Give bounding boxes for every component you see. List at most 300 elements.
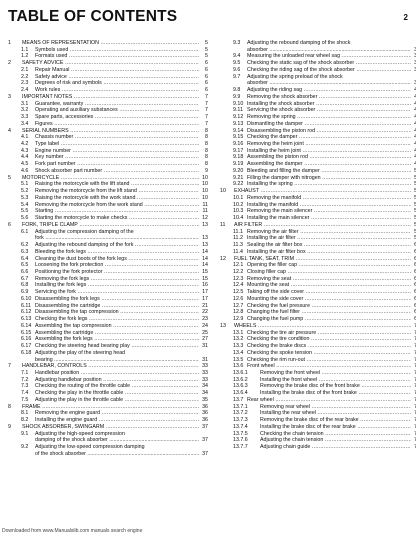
toc-entry-title: Raising the motorcycle with the work stand ..... — [35, 195, 199, 202]
toc-entry-page: 23 — [202, 316, 208, 323]
toc-entry[interactable] — [8, 148, 208, 155]
toc-entry-number: 13.7.1 — [233, 403, 248, 410]
toc-entry[interactable] — [8, 114, 208, 121]
toc-entry[interactable] — [8, 181, 208, 188]
toc-entry[interactable] — [8, 256, 208, 263]
toc-entry-title: Changing the fuel pump ..... — [247, 316, 411, 323]
toc-entry-title: Adjusting the riding sag ..... — [247, 87, 411, 94]
toc-entry[interactable] — [8, 175, 208, 182]
toc-entry[interactable] — [220, 330, 416, 337]
toc-entry[interactable] — [220, 87, 416, 94]
toc-entry-page: 5 — [205, 53, 208, 60]
toc-entry-title: Guarantee, warranty ..... — [35, 101, 199, 108]
toc-entry-page — [411, 350, 416, 357]
toc-entry[interactable] — [220, 363, 416, 370]
toc-entry-page: 14 — [202, 255, 208, 262]
toc-entry[interactable] — [8, 323, 208, 330]
toc-entry-number: 8.1 — [21, 410, 29, 417]
toc-entry-page — [411, 215, 416, 222]
toc-entry-page — [411, 128, 416, 135]
toc-entry-page — [411, 148, 416, 155]
toc-entry-title: Checking the fuel pressure ..... — [247, 303, 411, 310]
toc-entry-title: Checking the fork legs ..... — [35, 316, 199, 323]
toc-entry-number: 13.6.3 — [233, 383, 248, 390]
toc-entry-title: Sealing the air filter box ..... — [247, 242, 411, 249]
toc-entry-title: Symbols used ..... — [35, 47, 199, 54]
toc-entry-title: Shock absorber part number ..... — [35, 168, 199, 175]
toc-entry-number: 13.6.1 — [233, 369, 248, 376]
toc-entry[interactable] — [8, 330, 208, 337]
toc-entry[interactable] — [220, 60, 416, 67]
toc-entry[interactable] — [8, 222, 208, 229]
toc-entry[interactable] — [8, 390, 208, 397]
toc-entry[interactable] — [220, 417, 416, 424]
toc-entry[interactable] — [8, 195, 208, 202]
toc-entry-page — [411, 256, 416, 263]
toc-entry-title: Closing filler cap ..... — [247, 269, 411, 276]
toc-entry-title: Mounting the side cover ..... — [247, 296, 411, 303]
toc-entry[interactable] — [8, 303, 208, 310]
toc-entry-number: 2.2 — [21, 73, 29, 80]
toc-entry[interactable] — [220, 370, 416, 377]
toc-entry-page: 16 — [202, 282, 208, 289]
toc-entry[interactable] — [220, 40, 416, 53]
toc-entry-number: 6.15 — [21, 329, 32, 336]
toc-entry[interactable] — [8, 215, 208, 222]
toc-entry[interactable] — [8, 53, 208, 60]
toc-entry-number: 9.20 — [233, 167, 244, 174]
toc-entry[interactable] — [8, 296, 208, 303]
toc-entry-number: 6.9 — [21, 289, 29, 296]
toc-entry[interactable] — [8, 262, 208, 269]
toc-entry-number: 10.4 — [233, 215, 244, 222]
toc-entry[interactable] — [8, 154, 208, 161]
toc-entry[interactable] — [220, 229, 416, 236]
toc-entry-title: Installing the brake disc of the front brake ..... — [260, 390, 411, 397]
toc-entry[interactable] — [220, 242, 416, 249]
toc-entry[interactable] — [220, 316, 416, 323]
toc-entry[interactable] — [220, 188, 416, 195]
toc-entry-title: Checking the chain tension ..... — [260, 431, 411, 438]
toc-entry[interactable] — [220, 276, 416, 283]
toc-entry[interactable] — [220, 410, 416, 417]
toc-entry[interactable] — [8, 80, 208, 87]
toc-entry-number: 11.1 — [233, 228, 243, 235]
toc-entry[interactable] — [8, 47, 208, 54]
toc-entry-title: Checking the routing of the throttle cable ..... — [35, 383, 199, 390]
toc-entry-page — [411, 161, 416, 168]
toc-entry-page — [411, 424, 416, 431]
toc-entry[interactable] — [220, 161, 416, 168]
toc-entry-title: Checking the rim run-out ..... — [247, 357, 411, 364]
toc-entry[interactable] — [8, 60, 208, 67]
toc-entry[interactable] — [8, 343, 208, 350]
toc-entry-number: 9.15 — [233, 134, 244, 141]
toc-entry[interactable] — [220, 141, 416, 148]
toc-entry-number: 11.3 — [233, 242, 243, 249]
toc-entry-title-line2: absorber ..... — [247, 47, 411, 53]
toc-entry-page — [411, 282, 416, 289]
toc-entry[interactable] — [220, 208, 416, 215]
toc-entry[interactable] — [220, 343, 416, 350]
toc-entry-title: Installing the spring ..... — [247, 181, 411, 188]
toc-entry-page: 13 — [202, 221, 208, 228]
toc-entry-title: Removing the main silencer ..... — [247, 208, 411, 215]
toc-entry-title: Installing the air filter box ..... — [247, 249, 411, 256]
toc-entry[interactable] — [220, 235, 416, 242]
toc-entry[interactable] — [220, 74, 416, 87]
toc-entry-number: 9.7 — [233, 73, 241, 80]
toc-entry-number: 13.6.2 — [233, 376, 248, 383]
toc-entry-title: Opening the filler cap ..... — [247, 262, 411, 269]
toc-entry-title: EXHAUST ..... — [234, 188, 411, 195]
toc-entry-title — [35, 431, 199, 444]
toc-entry-title: Figures ..... — [35, 121, 199, 128]
toc-entry-title: Checking the brake discs ..... — [247, 343, 411, 350]
toc-entry-title: Removing the engine guard ..... — [35, 410, 199, 417]
toc-entry[interactable] — [220, 397, 416, 404]
toc-entry[interactable] — [8, 161, 208, 168]
toc-entry-title: FRAME ..... — [22, 404, 199, 411]
toc-entry-page: 22 — [202, 309, 208, 316]
toc-entry-title: Disassembling the piston rod ..... — [247, 128, 411, 135]
toc-entry[interactable] — [220, 437, 416, 444]
toc-entry[interactable] — [8, 350, 208, 363]
toc-entry-page — [411, 330, 416, 337]
toc-entry[interactable] — [220, 148, 416, 155]
toc-entry[interactable] — [220, 215, 416, 222]
toc-entry[interactable] — [8, 276, 208, 283]
toc-entry[interactable] — [220, 202, 416, 209]
toc-entry-title-line1: Adjusting the spring preload of the shock — [247, 73, 343, 80]
toc-entry[interactable] — [8, 269, 208, 276]
toc-entry-number: 5.2 — [21, 188, 29, 195]
toc-entry-page — [411, 229, 416, 236]
toc-entry[interactable] — [220, 249, 416, 256]
toc-entry[interactable] — [220, 154, 416, 161]
toc-entry[interactable] — [220, 444, 416, 451]
toc-entry-page: 10 — [202, 181, 208, 188]
toc-entry-page — [411, 53, 416, 60]
toc-entry[interactable] — [220, 175, 416, 182]
toc-entry[interactable] — [220, 262, 416, 269]
toc-entry[interactable] — [8, 208, 208, 215]
toc-entry[interactable] — [220, 168, 416, 175]
toc-entry[interactable] — [220, 303, 416, 310]
toc-entry-page — [411, 222, 416, 229]
toc-entry[interactable] — [8, 107, 208, 114]
toc-entry-page — [411, 323, 416, 330]
toc-entry[interactable] — [8, 128, 208, 135]
toc-entry-number: 9.10 — [233, 100, 244, 107]
toc-entry[interactable] — [220, 269, 416, 276]
toc-entry-number: 6.2 — [21, 242, 29, 249]
toc-entry-title: Removing the spring ..... — [247, 114, 411, 121]
toc-entry-page — [411, 181, 416, 188]
toc-entry-title: Bleeding and filling the damper ..... — [247, 168, 411, 175]
toc-entry-page — [411, 67, 416, 74]
toc-entry[interactable] — [8, 87, 208, 94]
toc-entry-page — [411, 101, 416, 108]
toc-entry-page — [411, 249, 416, 256]
toc-entry[interactable] — [220, 424, 416, 431]
toc-entry-title: Type label ..... — [35, 141, 199, 148]
toc-entry-number: 7.1 — [21, 369, 29, 376]
toc-entry-page: 7 — [205, 114, 208, 121]
toc-entry[interactable] — [220, 383, 416, 390]
toc-entry-title-line1: Adjusting the low-speed compression damping — [35, 444, 145, 451]
toc-entry-title: Installing the front wheel ..... — [260, 377, 411, 384]
toc-entry-page: 15 — [202, 275, 208, 282]
toc-entry-number: 9.21 — [233, 174, 244, 181]
toc-entry[interactable] — [8, 242, 208, 249]
toc-entry[interactable] — [220, 94, 416, 101]
toc-entry[interactable] — [220, 431, 416, 438]
toc-entry-page — [411, 242, 416, 249]
toc-entry-number: 7.3 — [21, 383, 29, 390]
toc-entry-title: Installing the engine guard ..... — [35, 417, 199, 424]
toc-entry-number: 11.4 — [233, 248, 243, 255]
toc-entry-title: Key number ..... — [35, 154, 199, 161]
toc-entry-title: Filling the damper with nitrogen ..... — [247, 175, 411, 182]
toc-entry-number: 13 — [220, 322, 226, 329]
toc-entry-title: MEANS OF REPRESENTATION ..... — [22, 40, 199, 47]
toc-entry-number: 9.14 — [233, 127, 244, 134]
toc-entry-title: Servicing the shock absorber ..... — [247, 107, 411, 114]
toc-entry-number: 6.17 — [21, 343, 32, 350]
toc-entry[interactable] — [8, 363, 208, 370]
toc-entry-title: Removing the seat ..... — [247, 276, 411, 283]
toc-entry-number: 9.18 — [233, 154, 244, 161]
toc-entry-number: 8 — [8, 403, 11, 410]
toc-entry-page: 13 — [202, 242, 208, 249]
toc-entry[interactable] — [220, 128, 416, 135]
toc-entry-number: 9.16 — [233, 141, 244, 148]
toc-entry-page — [411, 114, 416, 121]
toc-entry[interactable] — [8, 168, 208, 175]
toc-entry-title: Starting ..... — [35, 208, 199, 215]
toc-entry-number: 6.13 — [21, 316, 32, 323]
toc-entry[interactable] — [8, 141, 208, 148]
toc-entry[interactable] — [8, 316, 208, 323]
toc-entry-number: 3.2 — [21, 107, 29, 114]
toc-entry-page: 8 — [205, 161, 208, 168]
toc-entry-number: 3.3 — [21, 114, 29, 121]
toc-entry[interactable] — [8, 249, 208, 256]
toc-entry-title: Removing the air filter ..... — [247, 229, 411, 236]
toc-entry[interactable] — [8, 121, 208, 128]
toc-entry-title: Chassis number ..... — [35, 134, 199, 141]
toc-entry-page: 37 — [202, 450, 208, 457]
toc-entry-title: Installing the manifold ..... — [247, 202, 411, 209]
toc-entry[interactable] — [8, 424, 208, 431]
toc-entry-page: 10 — [202, 174, 208, 181]
toc-entry[interactable] — [8, 404, 208, 411]
toc-entry-number: 12.9 — [233, 316, 244, 323]
toc-entry[interactable] — [8, 444, 208, 457]
toc-entry-number: 13.7.6 — [233, 437, 248, 444]
toc-entry-number: 10.1 — [233, 194, 244, 201]
toc-entry-number: 9.17 — [233, 147, 244, 154]
toc-entry-page — [411, 343, 416, 350]
toc-entry[interactable] — [8, 74, 208, 81]
toc-entry[interactable] — [220, 101, 416, 108]
toc-entry-title: Checking the riding sag of the shock absorber ..... — [247, 67, 411, 74]
toc-entry-number: 4.1 — [21, 134, 29, 141]
toc-entry-number: 13.4 — [233, 349, 244, 356]
toc-entry[interactable] — [8, 383, 208, 390]
toc-entry-page: 27 — [202, 336, 208, 343]
toc-entry-title: Checking the spoke tension ..... — [247, 350, 411, 357]
toc-entry-page — [411, 188, 416, 195]
toc-entry-page — [411, 134, 416, 141]
toc-entry-number: 6.1 — [21, 228, 29, 235]
toc-entry-page — [411, 289, 416, 296]
toc-entry[interactable] — [8, 282, 208, 289]
toc-entry[interactable] — [220, 309, 416, 316]
toc-entry-title — [247, 40, 411, 53]
toc-entry[interactable] — [220, 195, 416, 202]
toc-entry[interactable] — [220, 296, 416, 303]
toc-entry[interactable] — [220, 323, 416, 330]
toc-entry-page: 7 — [205, 93, 208, 100]
toc-entry-title: Assembling the tap compression ..... — [35, 323, 199, 330]
toc-entry[interactable] — [220, 350, 416, 357]
toc-entry-title — [35, 444, 199, 457]
toc-entry-title: Adjusting the rebound damping of the fork ..... — [35, 242, 199, 249]
toc-entry-title: Servicing the fork ..... — [35, 289, 199, 296]
toc-entry-number: 6.18 — [21, 349, 32, 356]
toc-entry[interactable] — [8, 377, 208, 384]
toc-entry[interactable] — [220, 107, 416, 114]
toc-entry[interactable] — [8, 309, 208, 316]
toc-entry-title: Removing the motorcycle from the work stand ..... — [35, 202, 199, 209]
download-footer: Downloaded from www.Manualslib.com manuals search engine — [2, 528, 143, 534]
toc-entry[interactable] — [220, 289, 416, 296]
toc-entry-title-line1: Adjusting the high-speed compression — [35, 430, 125, 437]
toc-entry[interactable] — [220, 134, 416, 141]
toc-entry-number: 13.7 — [233, 396, 244, 403]
toc-entry-page — [411, 309, 416, 316]
toc-entry[interactable] — [220, 121, 416, 128]
toc-entry-page — [411, 208, 416, 215]
toc-entry[interactable] — [8, 202, 208, 209]
toc-entry-number: 5.6 — [21, 215, 29, 222]
toc-entry-page: 17 — [202, 289, 208, 296]
toc-entry[interactable] — [220, 377, 416, 384]
toc-entry-title: Removing the fork legs ..... — [35, 276, 199, 283]
toc-entry-number: 7.2 — [21, 376, 29, 383]
toc-entry-number: 13.7.4 — [233, 423, 248, 430]
toc-entry[interactable] — [220, 53, 416, 60]
toc-entry-page: 10 — [202, 194, 208, 201]
toc-entry-page — [411, 154, 416, 161]
toc-entry[interactable] — [8, 229, 208, 242]
toc-entry[interactable] — [220, 390, 416, 397]
toc-entry-page: 37 — [202, 423, 208, 430]
toc-entry-title: Installing the main silencer ..... — [247, 215, 411, 222]
toc-entry[interactable] — [220, 181, 416, 188]
toc-entry[interactable] — [8, 40, 208, 47]
toc-entry-title: FUEL TANK, SEAT, TRIM ..... — [234, 256, 411, 263]
toc-entry-title: Starting the motorcycle to make checks ..... — [35, 215, 199, 222]
toc-entry-number: 12.8 — [233, 309, 244, 316]
toc-entry-page: 6 — [205, 60, 208, 67]
toc-entry-page — [411, 377, 416, 384]
toc-entry-number: 5.5 — [21, 208, 29, 215]
toc-entry-title: Changing the fuel filter ..... — [247, 309, 411, 316]
toc-entry-title: Installing the brake disc of the rear brake ..... — [260, 424, 411, 431]
toc-entry[interactable] — [8, 67, 208, 74]
toc-entry-title: Checking the damper ..... — [247, 134, 411, 141]
toc-entry[interactable] — [220, 67, 416, 74]
toc-entry-page: 8 — [205, 141, 208, 148]
toc-entry-number: 4.3 — [21, 147, 29, 154]
toc-entry-number: 5 — [8, 174, 11, 181]
toc-entry-page — [411, 202, 416, 209]
toc-entry-number: 13.7.7 — [233, 444, 248, 451]
toc-entry[interactable] — [8, 336, 208, 343]
toc-entry-number: 7 — [8, 363, 11, 370]
toc-entry-page — [411, 168, 416, 175]
toc-entry[interactable] — [8, 397, 208, 404]
toc-entry[interactable] — [220, 357, 416, 364]
toc-entry-page: 36 — [202, 417, 208, 424]
toc-entry-number: 6.12 — [21, 309, 32, 316]
toc-entry-title-line1: Adjusting the rebound damping of the shock — [247, 40, 351, 46]
toc-entry-title: Positioning the fork protector ..... — [35, 269, 199, 276]
toc-entry-title: Removing the brake disc of the rear brake ..... — [260, 417, 411, 424]
toc-entry-number: 9.11 — [233, 107, 243, 114]
toc-entry-title: Removing the motorcycle from the lift stand ..... — [35, 188, 199, 195]
toc-entry[interactable] — [8, 94, 208, 101]
toc-entry-title: Adjusting the chain tension ..... — [260, 437, 411, 444]
toc-entry[interactable] — [220, 222, 416, 229]
toc-entry-title: Installing the fork legs ..... — [35, 282, 199, 289]
toc-entry[interactable] — [8, 101, 208, 108]
toc-entry-title: Assembling the piston rod ..... — [247, 154, 411, 161]
toc-entry[interactable] — [220, 114, 416, 121]
toc-entry-title: SAFETY ADVICE ..... — [22, 60, 199, 67]
toc-entry-title: FORK, TRIPLE CLAMP ..... — [22, 222, 199, 229]
toc-entry[interactable] — [220, 256, 416, 263]
toc-entry[interactable] — [8, 417, 208, 424]
toc-entry-number: 3.4 — [21, 120, 29, 127]
toc-entry-number: 9.6 — [233, 66, 241, 73]
toc-entry-number: 12.1 — [233, 262, 244, 269]
toc-entry-number: 10.2 — [233, 201, 244, 208]
toc-entry-page: 36 — [202, 403, 208, 410]
toc-entry[interactable] — [8, 188, 208, 195]
toc-entry[interactable] — [8, 370, 208, 377]
toc-entry[interactable] — [220, 336, 416, 343]
toc-entry-number: 11.2 — [233, 235, 243, 242]
toc-entry-title — [35, 229, 199, 242]
toc-entry[interactable] — [220, 282, 416, 289]
toc-entry-page: 5 — [205, 46, 208, 53]
toc-entry-number: 3.1 — [21, 100, 29, 107]
toc-entry[interactable] — [8, 134, 208, 141]
toc-entry[interactable] — [8, 410, 208, 417]
toc-entry-number: 6.7 — [21, 275, 29, 282]
toc-entry-page: 31 — [202, 356, 208, 363]
toc-entry[interactable] — [8, 431, 208, 444]
toc-entry-page — [411, 94, 416, 101]
toc-entry[interactable] — [8, 289, 208, 296]
toc-entry-title: Adjusting handlebar position ..... — [35, 377, 199, 384]
toc-entry-title: Removing the brake disc of the front brake ..... — [260, 383, 411, 390]
toc-entry[interactable] — [220, 404, 416, 411]
